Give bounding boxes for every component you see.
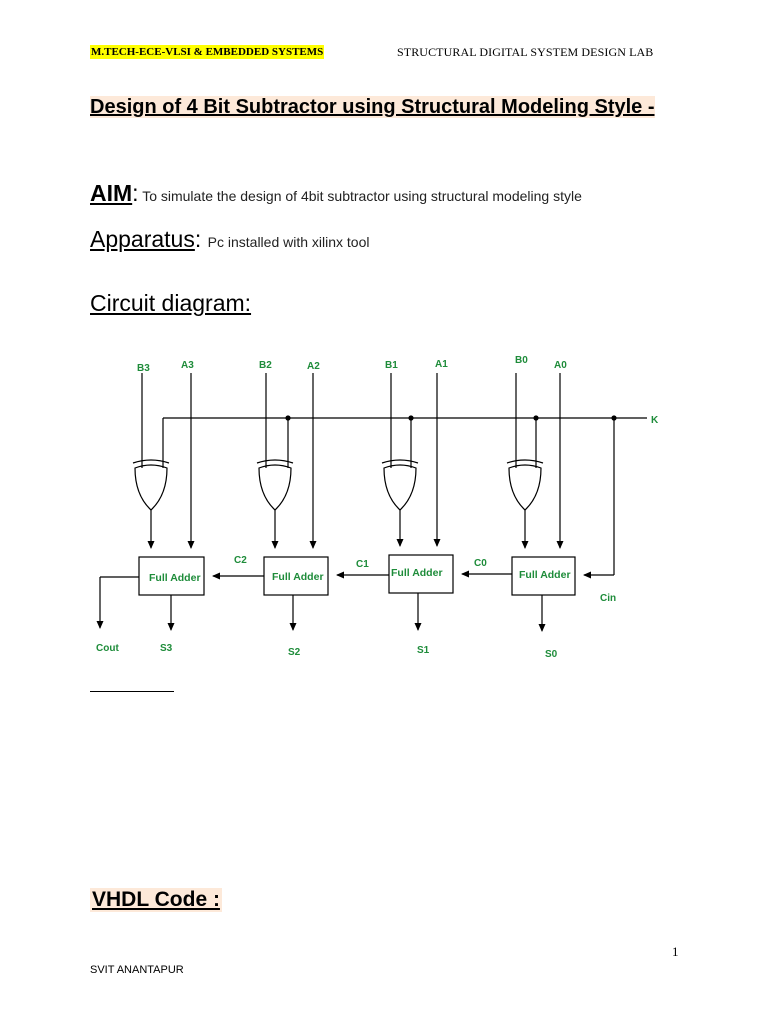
input-label-b1: B1 [385, 360, 398, 371]
input-label-b3: B3 [137, 363, 150, 374]
sum-label-s0: S0 [545, 649, 558, 660]
apparatus-text: Pc installed with xilinx tool [207, 234, 370, 250]
input-label-a2: A2 [307, 361, 320, 372]
aim-section [90, 180, 582, 207]
full-adder-0-label: Full Adder [519, 569, 571, 581]
apparatus-label: Apparatus [90, 226, 195, 252]
header-lab-title: STRUCTURAL DIGITAL SYSTEM DESIGN LAB [397, 45, 654, 59]
input-label-a1: A1 [435, 359, 448, 370]
subtractor-circuit-diagram [85, 345, 685, 675]
page-title [90, 93, 662, 121]
sum-label-s3: S3 [160, 643, 173, 654]
sum-label-s1: S1 [417, 645, 430, 656]
aim-text: To simulate the design of 4bit subtractor using structural modeling style [138, 188, 582, 204]
input-label-a3: A3 [181, 360, 194, 371]
full-adder-1-label: Full Adder [391, 567, 443, 579]
input-label-a0: A0 [554, 360, 567, 371]
aim-colon: : [132, 180, 139, 206]
section-divider [90, 691, 174, 692]
apparatus-colon: : [194, 226, 208, 252]
circuit-heading: Circuit diagram: [90, 290, 252, 316]
page-title-text: Design of 4 Bit Subtractor using Structural Modeling Style - [90, 96, 655, 118]
vhdl-heading: VHDL Code : [92, 888, 220, 911]
apparatus-section [90, 226, 370, 253]
full-adder-2-label: Full Adder [272, 571, 324, 583]
page-number: 1 [672, 944, 679, 959]
carry-in-label: Cin [600, 593, 617, 604]
footer-institution: SVIT ANANTAPUR [90, 964, 184, 976]
carry-label-c1: C1 [356, 559, 369, 570]
sum-label-s2: S2 [288, 647, 301, 658]
full-adder-3-label: Full Adder [149, 572, 201, 584]
carry-label-c0: C0 [474, 558, 487, 569]
header-course: M.TECH-ECE-VLSI & EMBEDDED SYSTEMS [91, 46, 324, 58]
aim-label: AIM [90, 180, 133, 206]
control-label-k: K [651, 415, 659, 426]
carry-out-label: Cout [96, 643, 119, 654]
input-label-b2: B2 [259, 360, 272, 371]
input-label-b0: B0 [515, 355, 528, 366]
carry-label-c2: C2 [234, 555, 247, 566]
